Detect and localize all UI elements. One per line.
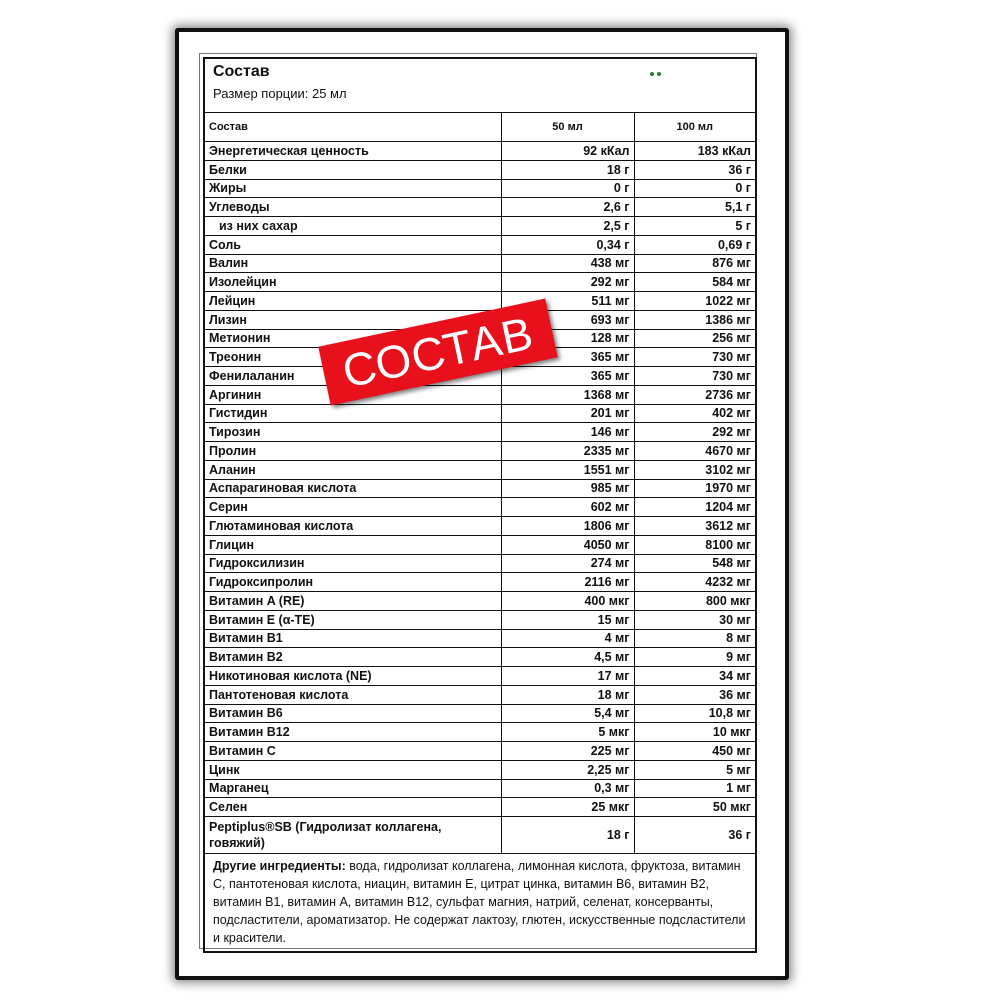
table-row <box>205 385 755 404</box>
cell-100ml: 730 мг <box>634 367 755 386</box>
table-row <box>205 423 755 442</box>
table-row <box>205 685 755 704</box>
cell-50ml: 225 мг <box>501 742 634 761</box>
cell-100ml: 34 мг <box>634 667 755 686</box>
cell-100ml: 36 г <box>634 817 755 854</box>
cell-name: Жиры <box>205 179 501 198</box>
table-title: Состав <box>213 63 270 80</box>
cell-name: Лизин <box>205 310 501 329</box>
cell-50ml: 292 мг <box>501 273 634 292</box>
cell-100ml: 0,69 г <box>634 235 755 254</box>
cell-name: Peptiplus®SB (Гидролизат коллагена, говяжий) <box>205 817 501 854</box>
table-row <box>205 629 755 648</box>
cell-name: Энергетическая ценность <box>205 142 501 161</box>
cell-100ml: 10,8 мг <box>634 704 755 723</box>
cell-100ml: 183 кКал <box>634 142 755 161</box>
cell-name: из них сахар <box>205 217 501 236</box>
table-row <box>205 742 755 761</box>
cell-name: Фенилаланин <box>205 367 501 386</box>
cell-50ml: 985 мг <box>501 479 634 498</box>
table-row <box>205 254 755 273</box>
cell-100ml: 36 г <box>634 160 755 179</box>
cell-name: Лейцин <box>205 292 501 311</box>
cell-name: Белки <box>205 160 501 179</box>
cell-name: Витамин B2 <box>205 648 501 667</box>
cell-100ml: 584 мг <box>634 273 755 292</box>
cell-50ml: 2116 мг <box>501 573 634 592</box>
table-row <box>205 498 755 517</box>
cell-name: Никотиновая кислота (NE) <box>205 667 501 686</box>
cell-50ml: 2,25 мг <box>501 760 634 779</box>
cell-name: Гидроксилизин <box>205 554 501 573</box>
cell-100ml: 800 мкг <box>634 592 755 611</box>
cell-100ml: 3612 мг <box>634 517 755 536</box>
table-row <box>205 198 755 217</box>
cell-50ml: 1806 мг <box>501 517 634 536</box>
cell-50ml: 365 мг <box>501 367 634 386</box>
cell-name: Витамин A (RE) <box>205 592 501 611</box>
cell-name: Аспарагиновая кислота <box>205 479 501 498</box>
cell-100ml: 548 мг <box>634 554 755 573</box>
cell-100ml: 2736 мг <box>634 385 755 404</box>
cell-name: Углеводы <box>205 198 501 217</box>
other-label: Другие ингредиенты: <box>213 859 346 873</box>
cell-name: Изолейцин <box>205 273 501 292</box>
cell-name: Треонин <box>205 348 501 367</box>
table-row <box>205 217 755 236</box>
cell-100ml: 9 мг <box>634 648 755 667</box>
col-50ml: 50 мл <box>501 113 634 142</box>
cell-100ml: 1 мг <box>634 779 755 798</box>
cell-100ml: 10 мкг <box>634 723 755 742</box>
cell-50ml: 201 мг <box>501 404 634 423</box>
cell-name: Гидроксипролин <box>205 573 501 592</box>
cell-name: Марганец <box>205 779 501 798</box>
cell-100ml: 5,1 г <box>634 198 755 217</box>
logo-fragment <box>650 65 664 69</box>
cell-50ml: 438 мг <box>501 254 634 273</box>
cell-name: Селен <box>205 798 501 817</box>
table-row <box>205 535 755 554</box>
cell-name: Серин <box>205 498 501 517</box>
cell-50ml: 4050 мг <box>501 535 634 554</box>
cell-50ml: 511 мг <box>501 292 634 311</box>
table-row <box>205 648 755 667</box>
cell-100ml: 1022 мг <box>634 292 755 311</box>
cell-100ml: 256 мг <box>634 329 755 348</box>
cell-50ml: 693 мг <box>501 310 634 329</box>
table-row <box>205 610 755 629</box>
cell-50ml: 1368 мг <box>501 385 634 404</box>
table-row <box>205 704 755 723</box>
cell-50ml: 5,4 мг <box>501 704 634 723</box>
cell-50ml: 18 мг <box>501 685 634 704</box>
cell-100ml: 1204 мг <box>634 498 755 517</box>
cell-name: Соль <box>205 235 501 254</box>
cell-50ml: 0,3 мг <box>501 779 634 798</box>
cell-100ml: 5 г <box>634 217 755 236</box>
table-row <box>205 235 755 254</box>
table-row <box>205 573 755 592</box>
cell-50ml: 4,5 мг <box>501 648 634 667</box>
cell-100ml: 5 мг <box>634 760 755 779</box>
cell-100ml: 3102 мг <box>634 460 755 479</box>
serving-size: Размер порции: 25 мл <box>213 86 347 101</box>
cell-100ml: 1386 мг <box>634 310 755 329</box>
table-row <box>205 667 755 686</box>
cell-name: Глютаминовая кислота <box>205 517 501 536</box>
cell-50ml: 18 г <box>501 817 634 854</box>
table-row <box>205 779 755 798</box>
cell-name: Тирозин <box>205 423 501 442</box>
table-header <box>205 59 755 113</box>
other-ingredients <box>205 854 755 951</box>
cell-100ml: 1970 мг <box>634 479 755 498</box>
cell-name: Глицин <box>205 535 501 554</box>
cell-50ml: 2,6 г <box>501 198 634 217</box>
cell-100ml: 450 мг <box>634 742 755 761</box>
cell-name: Гистидин <box>205 404 501 423</box>
cell-name: Аргинин <box>205 385 501 404</box>
cell-50ml: 15 мг <box>501 610 634 629</box>
cell-50ml: 5 мкг <box>501 723 634 742</box>
table-row <box>205 273 755 292</box>
cell-50ml: 92 кКал <box>501 142 634 161</box>
cell-100ml: 0 г <box>634 179 755 198</box>
col-100ml: 100 мл <box>634 113 755 142</box>
table-row <box>205 798 755 817</box>
cell-100ml: 730 мг <box>634 348 755 367</box>
cell-50ml: 4 мг <box>501 629 634 648</box>
cell-50ml: 128 мг <box>501 329 634 348</box>
cell-100ml: 8 мг <box>634 629 755 648</box>
table-row <box>205 442 755 461</box>
cell-100ml: 292 мг <box>634 423 755 442</box>
cell-50ml: 602 мг <box>501 498 634 517</box>
cell-name: Витамин E (α-TE) <box>205 610 501 629</box>
table-row <box>205 404 755 423</box>
cell-name: Витамин C <box>205 742 501 761</box>
cell-50ml: 400 мкг <box>501 592 634 611</box>
cell-name: Метионин <box>205 329 501 348</box>
table-row <box>205 160 755 179</box>
cell-100ml: 876 мг <box>634 254 755 273</box>
cell-100ml: 50 мкг <box>634 798 755 817</box>
table-row <box>205 592 755 611</box>
cell-50ml: 2335 мг <box>501 442 634 461</box>
table-row <box>205 460 755 479</box>
cell-50ml: 18 г <box>501 160 634 179</box>
table-row <box>205 760 755 779</box>
cell-name: Витамин B12 <box>205 723 501 742</box>
cell-name: Витамин B6 <box>205 704 501 723</box>
cell-100ml: 402 мг <box>634 404 755 423</box>
table-row <box>205 292 755 311</box>
cell-name: Валин <box>205 254 501 273</box>
cell-name: Пролин <box>205 442 501 461</box>
cell-50ml: 0,34 г <box>501 235 634 254</box>
stamp-label: СОСТАВ <box>318 299 557 406</box>
cell-50ml: 365 мг <box>501 348 634 367</box>
cell-50ml: 146 мг <box>501 423 634 442</box>
cell-name: Цинк <box>205 760 501 779</box>
composition-table <box>203 57 757 953</box>
table-row <box>205 479 755 498</box>
column-headers <box>205 113 755 142</box>
cell-50ml: 25 мкг <box>501 798 634 817</box>
cell-50ml: 1551 мг <box>501 460 634 479</box>
table-row <box>205 723 755 742</box>
cell-name: Пантотеновая кислота <box>205 685 501 704</box>
cell-50ml: 17 мг <box>501 667 634 686</box>
cell-name: Витамин B1 <box>205 629 501 648</box>
cell-50ml: 2,5 г <box>501 217 634 236</box>
cell-100ml: 36 мг <box>634 685 755 704</box>
cell-100ml: 30 мг <box>634 610 755 629</box>
table-row <box>205 817 755 854</box>
cell-100ml: 4670 мг <box>634 442 755 461</box>
col-name: Состав <box>205 113 501 142</box>
table-row <box>205 142 755 161</box>
table-row <box>205 517 755 536</box>
table-row <box>205 554 755 573</box>
cell-100ml: 8100 мг <box>634 535 755 554</box>
cell-50ml: 0 г <box>501 179 634 198</box>
table-row <box>205 179 755 198</box>
cell-50ml: 274 мг <box>501 554 634 573</box>
cell-100ml: 4232 мг <box>634 573 755 592</box>
other-text: вода, гидролизат коллагена, лимонная кислота, фруктоза, витамин C, пантотеновая кислота, ниацин, витамин E, цитрат цинка, витамин B6, витамин B2, витамин B1, витамин A, витамин B12, сульфат магния, натрий, селенат, консерванты, подсластители, ароматизатор. Не содержат лактозу, глютен, искусственные подсластители и красители. <box>213 859 746 945</box>
cell-name: Аланин <box>205 460 501 479</box>
